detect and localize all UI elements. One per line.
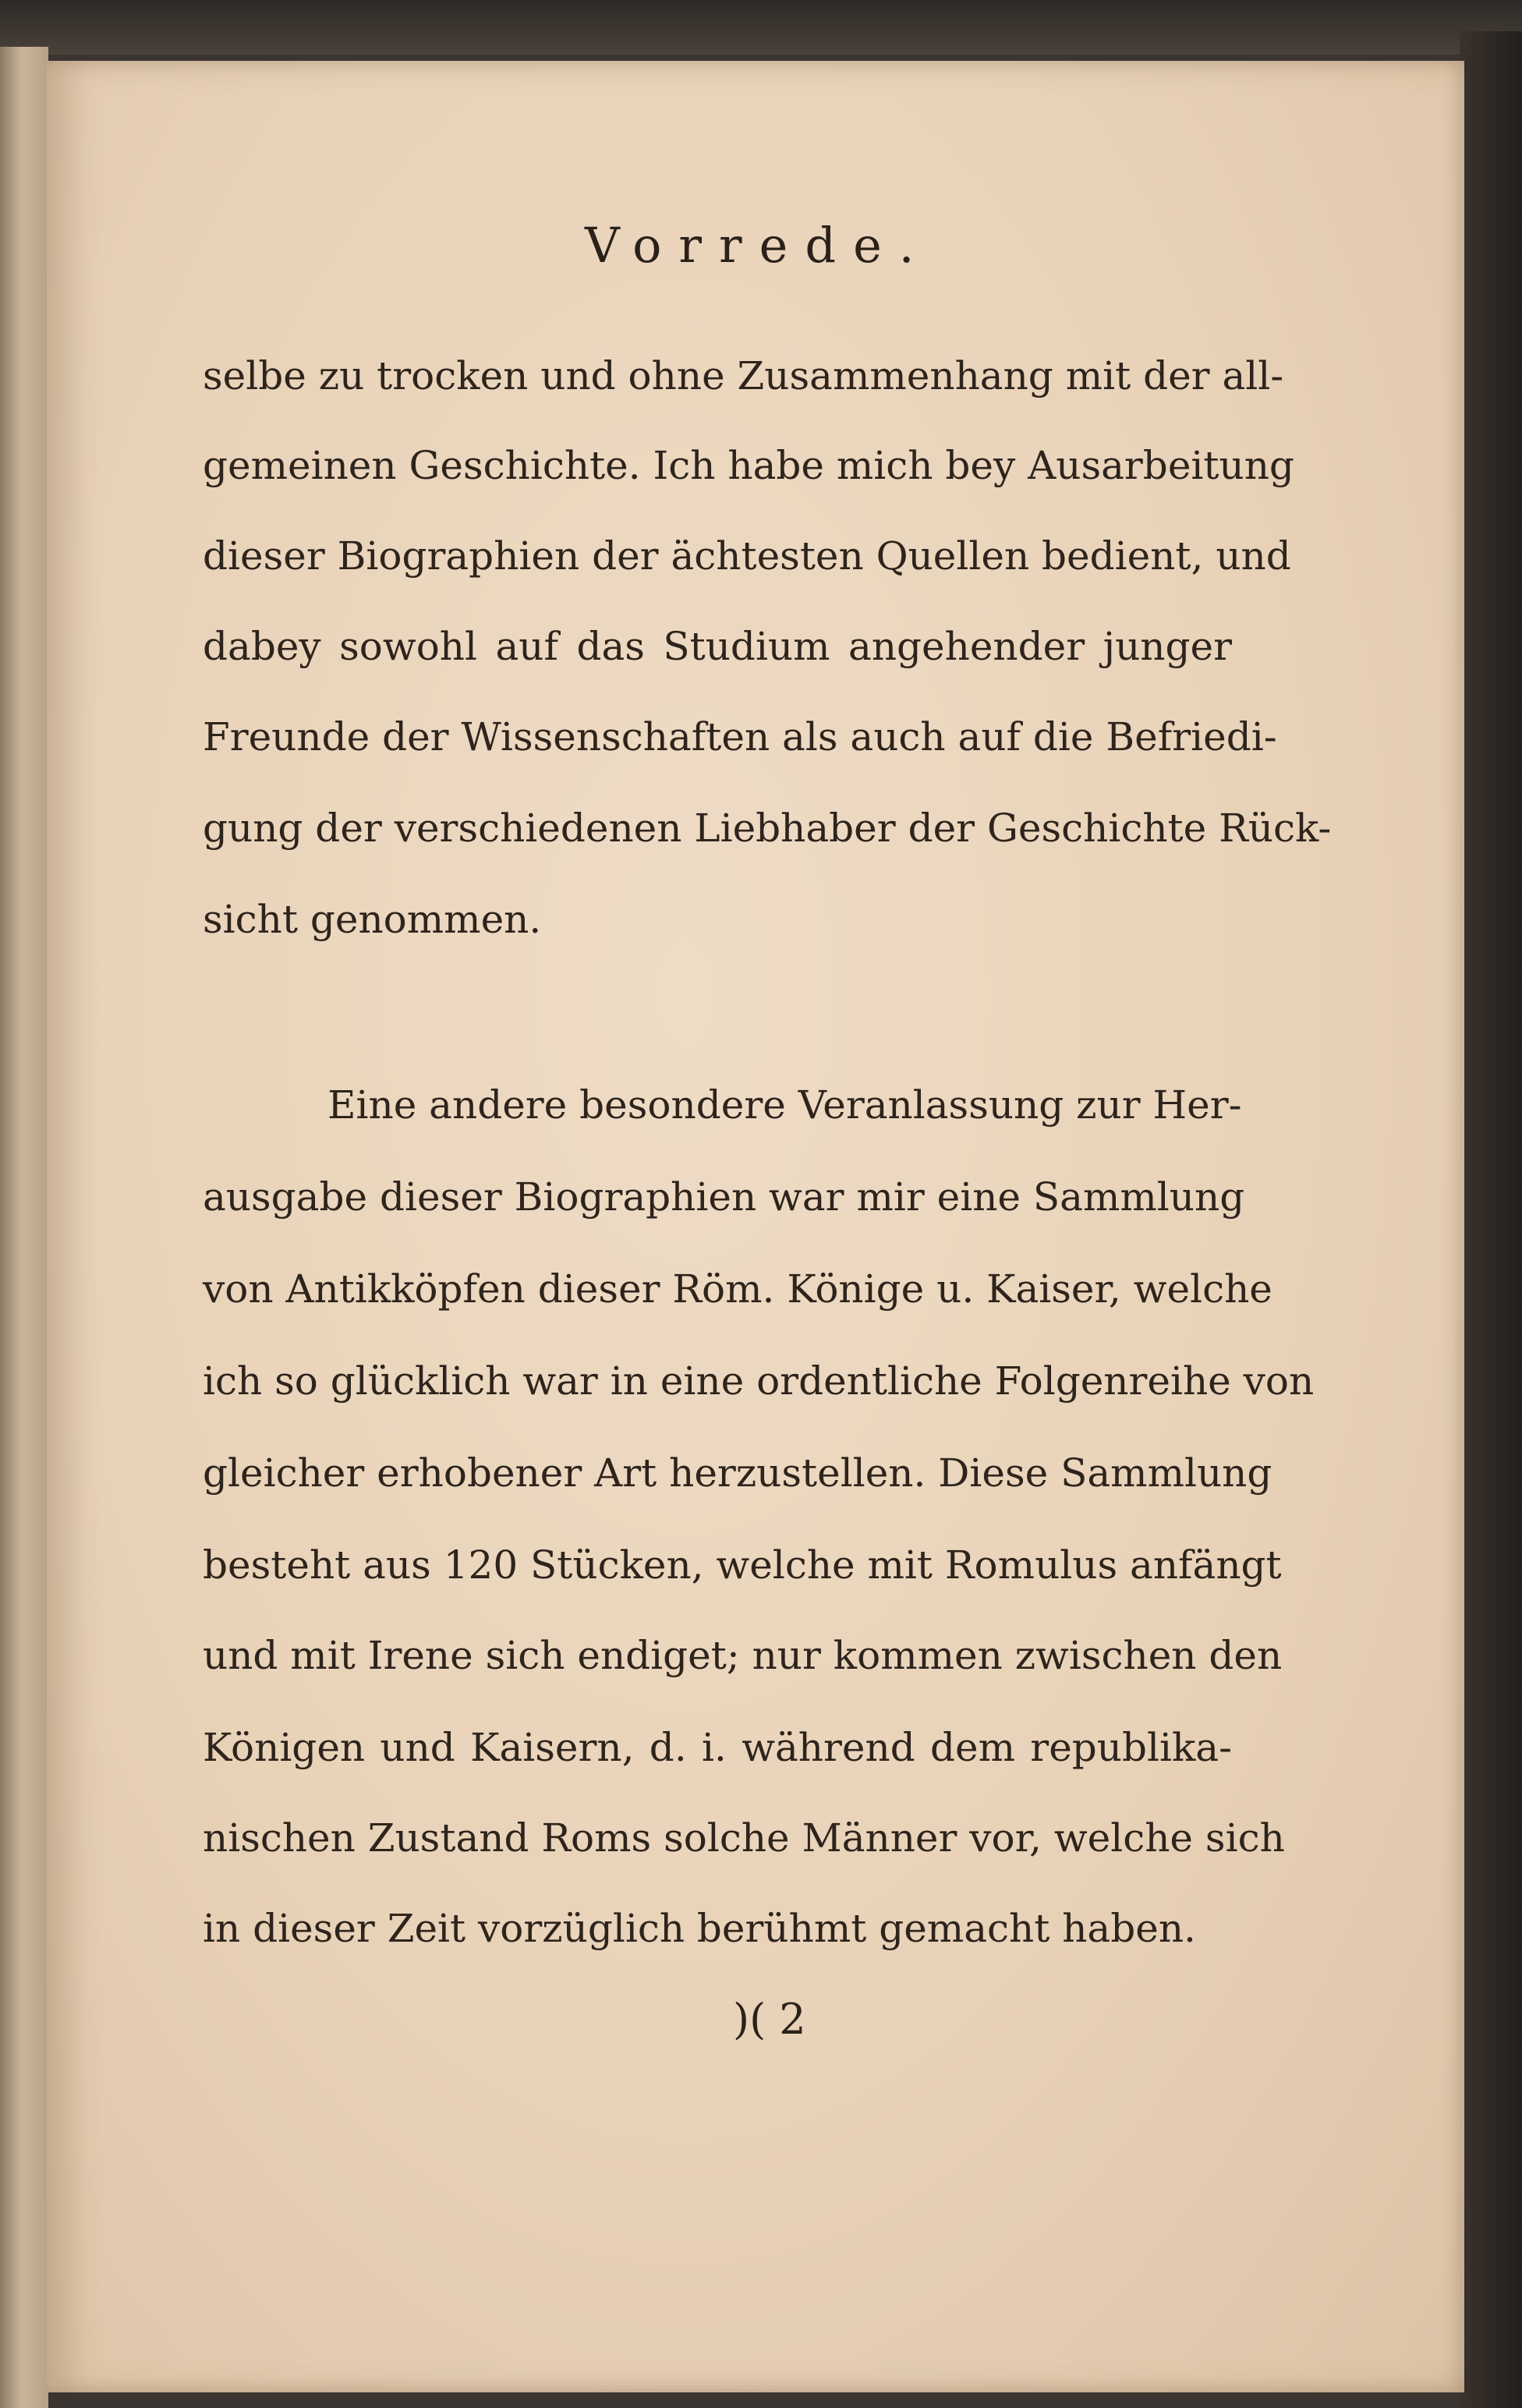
- text-line: dabey sowohl auf das Studium angehender junger: [203, 624, 1232, 669]
- text-line: in dieser Zeit vorzüglich berühmt gemacht haben.: [203, 1906, 1196, 1951]
- text-line: Eine andere besondere Veranlassung zur Her-: [327, 1082, 1242, 1128]
- text-line: dieser Biographien der ächtesten Quellen bedient, und: [203, 533, 1291, 579]
- book-page: [47, 61, 1464, 2392]
- book-cover-edge: [1460, 31, 1522, 2408]
- scan-background-top: [0, 0, 1522, 55]
- text-line: und mit Irene sich endiget; nur kommen zwischen den: [203, 1633, 1283, 1678]
- text-line: gemeinen Geschichte. Ich habe mich bey Ausarbeitung: [203, 443, 1294, 488]
- text-line: besteht aus 120 Stücken, welche mit Romulus anfängt: [203, 1542, 1282, 1588]
- signature-mark: )( 2: [733, 1995, 806, 2044]
- text-line: nischen Zustand Roms solche Männer vor, welche sich: [203, 1815, 1285, 1861]
- text-line: Königen und Kaisern, d. i. während dem republika-: [203, 1725, 1232, 1770]
- text-line: gleicher erhobener Art herzustellen. Diese Sammlung: [203, 1450, 1272, 1496]
- text-line: gung der verschiedenen Liebhaber der Geschichte Rück-: [203, 806, 1332, 851]
- text-line: ich so glücklich war in eine ordentliche Folgenreihe von: [203, 1358, 1315, 1404]
- book-binding: [0, 47, 48, 2408]
- text-line: von Antikköpfen dieser Röm. Könige u. Kaiser, welche: [203, 1266, 1272, 1312]
- text-line: ausgabe dieser Biographien war mir eine Sammlung: [203, 1174, 1245, 1220]
- text-line: selbe zu trocken und ohne Zusammenhang mit der all-: [203, 353, 1284, 398]
- running-head: Vorrede.: [585, 217, 932, 274]
- text-line: Freunde der Wissenschaften als auch auf die Befriedi-: [203, 714, 1277, 760]
- text-line: sicht genommen.: [203, 897, 542, 942]
